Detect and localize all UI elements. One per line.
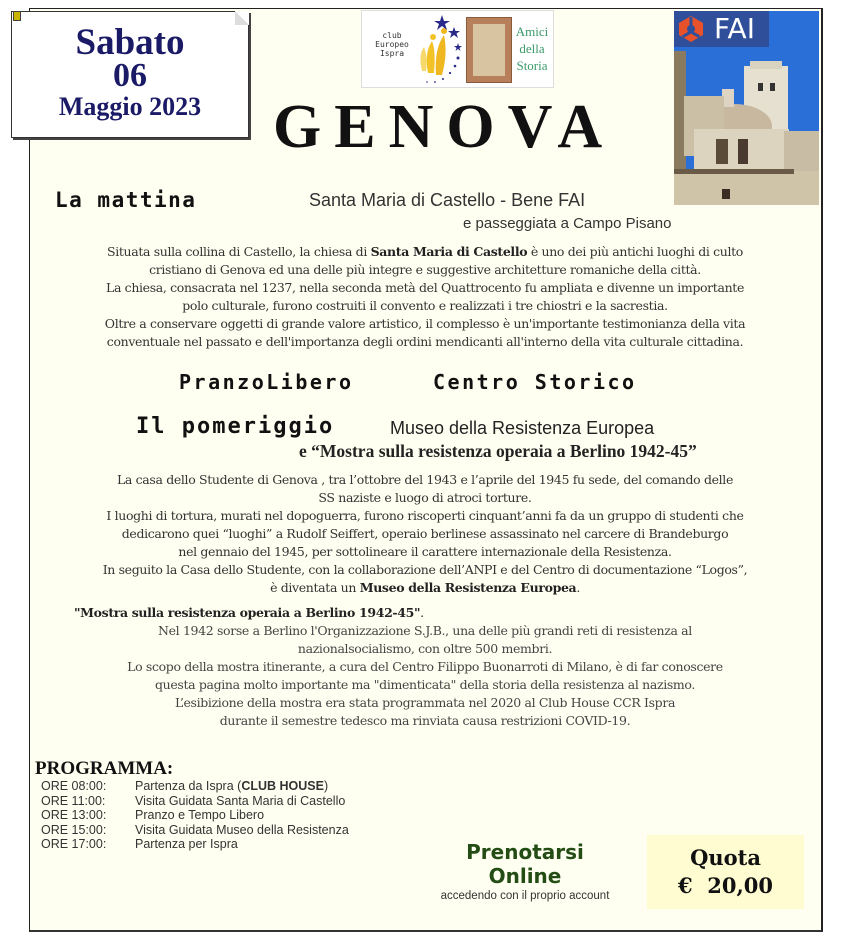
fai-logo-bar (674, 11, 769, 47)
programma-item: ORE 13:00: Pranzo e Tempo Libero (41, 808, 265, 823)
paragraph-line: SS naziste e luogo di atroci torture. (318, 490, 532, 505)
price-label: Quota (690, 845, 761, 870)
club-line: club (382, 31, 402, 40)
paragraph-line: L’esibizione della mostra era stata programmata nel 2020 al Club House CCR Ispra (174, 695, 676, 710)
date-month-year: Maggio 2023 (58, 92, 202, 121)
fai-logo-icon (677, 15, 705, 43)
paragraph-line: Oltre a conservare oggetti di grande valore artistico, il complesso è un'importante testimonianza della vita (104, 316, 746, 331)
morning-heading: La mattina (55, 188, 197, 212)
amici-line: della (519, 41, 545, 56)
paragraph-line: La chiesa, consacrata nel 1237, nella seconda metà del Quattrocento fu ampliata e divenne un importante (106, 280, 744, 295)
paragraph-line: Situata sulla collina di Castello, la chiesa di Santa Maria di Castello è uno dei più antichi luoghi di culto (107, 244, 743, 259)
booking-info (425, 840, 625, 902)
exhibit-title: "Mostra sulla resistenza operaia a Berlino 1942-45". (74, 605, 424, 620)
paragraph-line: Nel 1942 sorse a Berlino l'Organizzazione S.J.B., una delle più grandi reti di resistenza al (158, 623, 692, 638)
booking-line-2: Online (488, 864, 562, 888)
church-photo (674, 11, 819, 205)
booking-line-1: Prenotarsi (466, 840, 584, 864)
page-fold-icon (235, 11, 249, 25)
club-europeo-logo-icon (414, 13, 464, 85)
programma-item: ORE 08:00: Partenza da Ispra (CLUB HOUSE) (41, 779, 329, 793)
price-amount: € 20,00 (678, 873, 773, 898)
amici-della-storia-logo (512, 23, 552, 74)
morning-paragraph (30, 243, 820, 351)
afternoon-subtitle-2: e “Mostra sulla resistenza operaia a Berlino 1942-45” (299, 441, 697, 461)
paragraph-line: dedicarono quei “luoghi” a Rudolf Seiffert, operaio berlinese assassinato nel carcere di Brandeburgo (121, 526, 729, 541)
lunch-heading: PranzoLibero (179, 370, 354, 394)
lunch-location: Centro Storico (433, 370, 637, 394)
afternoon-subtitle: Museo della Resistenza Europea (390, 418, 655, 438)
partner-logos (361, 10, 554, 88)
fai-text: FAI (714, 12, 755, 45)
programma-item: ORE 17:00: Partenza per Ispra (41, 837, 238, 852)
paragraph-line: cristiano di Genova ed una delle più integre e suggestive architetture romaniche della città. (149, 262, 701, 277)
morning-subtitle: Santa Maria di Castello - Bene FAI (309, 190, 586, 210)
afternoon-paragraph (30, 471, 820, 597)
paragraph-line: conventuale nel passato e dell'importanza degli ordini mendicanti all'interno della vita culturale cittadina. (106, 334, 744, 349)
paragraph-line: polo culturale, furono costruiti il convento e realizzati i tre chiostri e la sacrestia. (182, 298, 668, 313)
morning-subtitle-2: e passeggiata a Campo Pisano (463, 215, 672, 232)
date-card (11, 11, 249, 138)
programma-item: ORE 11:00: Visita Guidata Santa Maria di Castello (41, 793, 346, 808)
booking-note: accedendo con il proprio account (440, 890, 610, 902)
programma-item: ORE 15:00: Visita Guidata Museo della Resistenza (41, 822, 349, 837)
paragraph-line: I luoghi di tortura, murati nel dopoguerra, furono riscoperti cinquant’anni fa da un gruppo di studenti che (106, 508, 744, 523)
afternoon-heading: Il pomeriggio (136, 414, 335, 439)
paragraph-line: In seguito la Casa dello Studente, con la collaborazione dell’ANPI e del Centro di documentazione “Logos”, (102, 562, 748, 577)
club-europeo-logo-text (372, 31, 412, 58)
programma-title: PROGRAMMA: (35, 758, 174, 779)
paragraph-line: durante il semestre tedesco ma rinviata causa restrizioni COVID-19. (219, 713, 631, 728)
amici-line: Amici (515, 24, 549, 39)
programma-list (41, 779, 349, 852)
painting-image (466, 17, 512, 83)
date-day: 06 (113, 57, 147, 94)
paragraph-line: nazionalsocialismo, con oltre 500 membri. (297, 641, 553, 656)
paragraph-line: questa pagina molto importante ma "dimenticata" della storia della resistenza al nazismo. (154, 677, 695, 692)
paragraph-line: è diventata un Museo della Resistenza Europea. (270, 580, 580, 595)
club-line: Ispra (379, 49, 405, 58)
price-box (647, 835, 804, 909)
paragraph-line: Lo scopo della mostra itinerante, a cura del Centro Filippo Buonarroti di Milano, è di far conoscere (127, 659, 723, 674)
date-day-name: Sabato (75, 22, 185, 63)
paragraph-line: La casa dello Studente di Genova , tra l’ottobre del 1943 e l’aprile del 1945 fu sede, del comando delle (116, 472, 733, 487)
page-title: GENOVA (273, 93, 616, 161)
exhibit-paragraph (30, 622, 820, 730)
amici-line: Storia (516, 58, 548, 73)
paragraph-line: nel gennaio del 1945, per sottolineare il carattere internazionale della Resistenza. (178, 544, 672, 559)
pushpin-icon (13, 11, 21, 21)
club-line: Europeo (375, 40, 409, 49)
